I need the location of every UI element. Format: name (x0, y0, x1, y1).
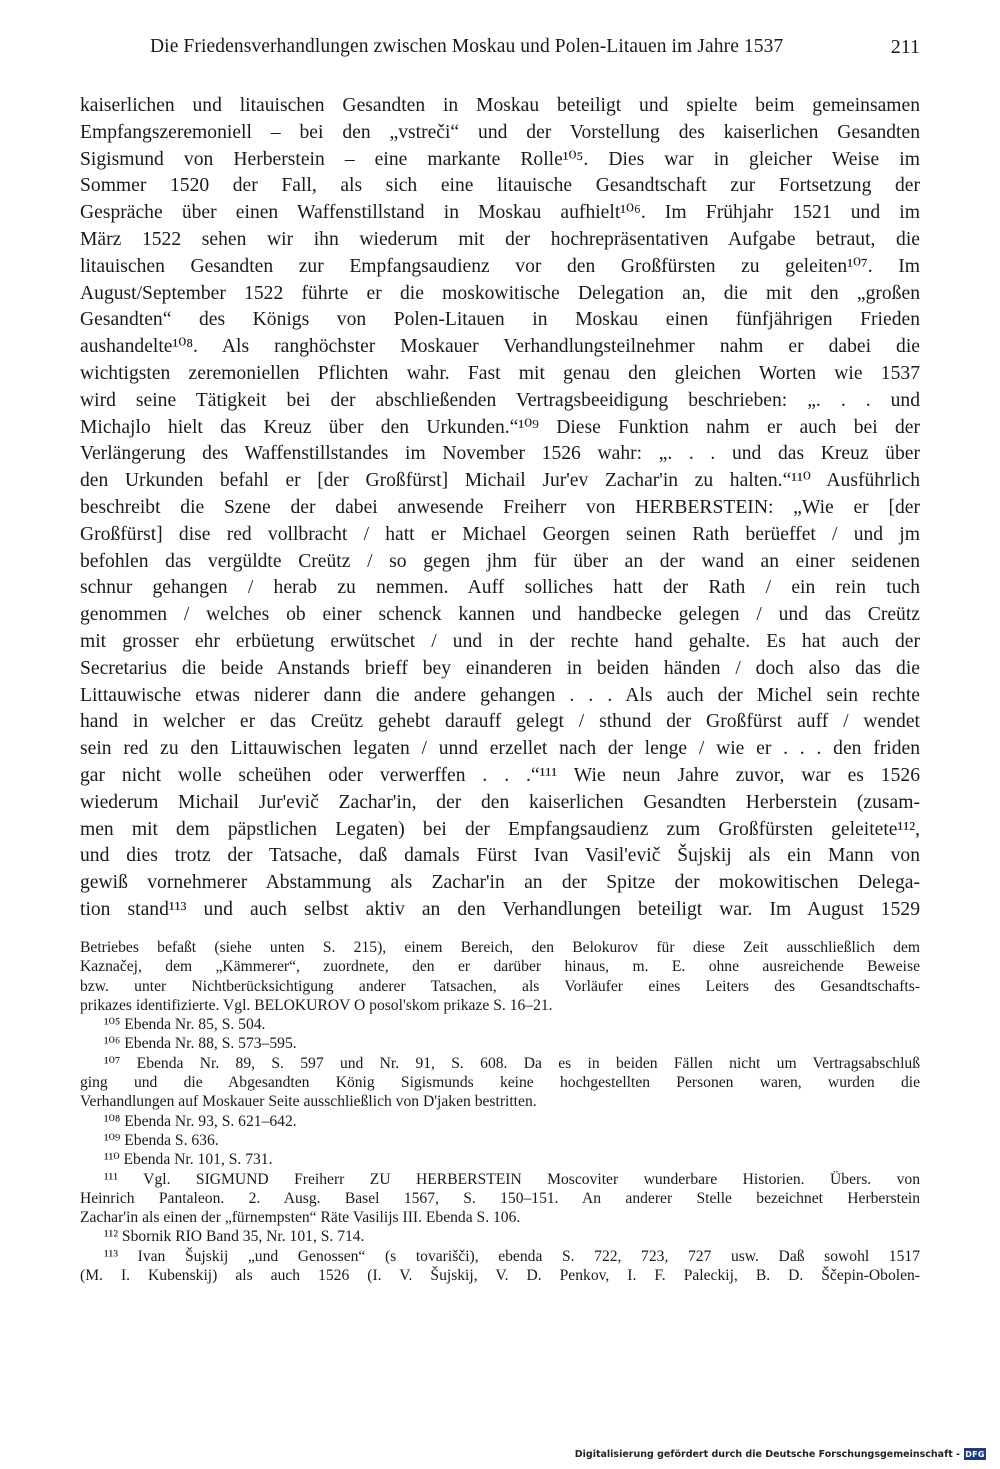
footnote-line: ¹¹² Sbornik RIO Band 35, Nr. 101, S. 714. (104, 1228, 365, 1246)
body-line: Michajlo hielt das Kreuz über den Urkunden.“¹⁰⁹ Diese Funktion nahm er auch bei der (80, 416, 920, 438)
footnotes (80, 938, 920, 1285)
footnote-line: Verhandlungen auf Moskauer Seite ausschließlich von D'jaken bestritten. (80, 1093, 537, 1111)
footnote-line: Zachar'in als einen der „fürnempsten“ Räte Vasilijs III. Ebenda S. 106. (80, 1209, 521, 1227)
body-line: befohlen das vergüldte Creütz / so gegen jhm für über an der wand an einer seidenen (80, 550, 920, 572)
body-line: beschreibt die Szene der dabei anwesende Freiherr von HERBERSTEIN: „Wie er [der (80, 496, 920, 518)
body-line: August/September 1522 führte er die moskowitische Delegation an, die mit den „großen (80, 282, 920, 304)
body-line: schnur gehangen / herab zu nemmen. Auff solliches hatt der Rath / ein rein tuch (80, 577, 920, 599)
body-line: hand in welcher er das Creütz gehebt darauff gelegt / sthund der Großfürst auff / wendet (80, 711, 920, 733)
body-line: Sommer 1520 der Fall, als sich eine litauische Gesandtschaft zur Fortsetzung der (80, 175, 920, 197)
footnote-line: (M. I. Kubenskij) als auch 1526 (I. V. Šujskij, V. D. Penkov, I. F. Paleckij, B. D. Ščepin-Obolen- (80, 1267, 920, 1285)
body-line: Großfürst] dise red vollbracht / hatt er Michael Georgen seinen Rath berüeffet / und jm (80, 523, 920, 545)
body-line: tion stand¹¹³ und auch selbst aktiv an den Verhandlungen beteiligt war. Im August 1529 (80, 898, 920, 920)
footnote-line: ¹⁰⁹ Ebenda S. 636. (104, 1131, 219, 1149)
body-line: wird seine Tätigkeit bei der abschließenden Vertragsbeeidigung beschrieben: „. . . und (80, 389, 920, 411)
footnote-line: ¹⁰⁷ Ebenda Nr. 89, S. 597 und Nr. 91, S. 608. Da es in beiden Fällen nicht um Vertragsabschluß (104, 1054, 920, 1072)
body-line: aushandelte¹⁰⁸. Als ranghöchster Moskauer Verhandlungsteilnehmer nahm er dabei die (80, 336, 920, 358)
body-line: mit grosser ehr erbüetung erwütschet / und in der rechte hand gehalte. Es hat auch der (80, 630, 920, 652)
body-line: kaiserlichen und litauischen Gesandten in Moskau beteiligt und spielte beim gemeinsamen (80, 95, 920, 116)
body-line: und dies trotz der Tatsache, daß damals Fürst Ivan Vasil'evič Šujskij als ein Mann von (80, 845, 920, 867)
footnote-line: ¹⁰⁸ Ebenda Nr. 93, S. 621–642. (104, 1112, 297, 1130)
body-line: wiederum Michail Jur'evič Zachar'in, der den kaiserlichen Gesandten Herberstein (zusam- (80, 791, 920, 813)
dfg-logo-icon: DFG (965, 1449, 985, 1459)
footnote-line: bzw. unter Nichtberücksichtigung anderer Tatsachen, als Vorläufer eines Leiters des Gesandtschafts- (80, 977, 920, 995)
footnote-line: ¹⁰⁶ Ebenda Nr. 88, S. 573–595. (104, 1035, 297, 1053)
body-line: Littauwische etwas niderer dann die andere gehangen . . . Als auch der Michel sein rechte (80, 684, 920, 706)
body-line: Sigismund von Herberstein – eine markante Rolle¹⁰⁵. Dies war in gleicher Weise im (80, 148, 920, 170)
credit-text: Digitalisierung gefördert durch die Deutsche Forschungsgemeinschaft - (574, 1448, 960, 1460)
running-title: Die Friedensverhandlungen zwischen Moskau und Polen-Litauen im Jahre 1537 (150, 36, 784, 57)
footnote-line: Kaznačej, dem „Kämmerer“, zuordnete, den er darüber hinaus, m. E. ohne ausreichende Beweise (80, 958, 920, 976)
footnote-line: ¹¹³ Ivan Šujskij „und Genossen“ (s tovarišči), ebenda S. 722, 723, 727 usw. Daß sowohl 1517 (104, 1247, 920, 1265)
body-line: genommen / welches ob einer schenck kannen und handbecke gelegen / und das Creütz (80, 604, 920, 626)
body-line: litauischen Gesandten zur Empfangsaudienz vor den Großfürsten zu geleiten¹⁰⁷. Im (80, 255, 920, 277)
body-line: gar nicht wolle scheühen oder verwerffen . . .“¹¹¹ Wie neun Jahre zuvor, war es 1526 (80, 764, 920, 786)
digitization-credit (575, 1448, 986, 1460)
body-line: den Urkunden befahl er [der Großfürst] Michail Jur'ev Zachar'in zu halten.“¹¹⁰ Ausführlich (80, 470, 920, 492)
body-line: Secretarius die beide Anstands brieff bey einanderen in beiden händen / doch also das die (80, 657, 920, 679)
body-line: men mit dem päpstlichen Legaten) bei der Empfangsaudienz zum Großfürsten geleitete¹¹², (80, 818, 920, 840)
footnote-line: ¹¹⁰ Ebenda Nr. 101, S. 731. (104, 1151, 273, 1169)
page-number: 211 (890, 36, 920, 58)
footnote-line: ¹¹¹ Vgl. SIGMUND Freiherr ZU HERBERSTEIN Moscoviter wunderbare Historien. Übers. von (104, 1170, 920, 1188)
body-line: Gespräche über einen Waffenstillstand in Moskau aufhielt¹⁰⁶. Im Frühjahr 1521 und im (80, 202, 920, 224)
footnote-line: ging und die Abgesandten König Sigismunds keine hochgestellten Personen waren, wurden die (80, 1074, 920, 1092)
footnote-line: Heinrich Pantaleon. 2. Ausg. Basel 1567, S. 150–151. An anderer Stelle bezeichnet Herberstein (80, 1189, 920, 1207)
body-line: Gesandten“ des Königs von Polen-Litauen in Moskau einen fünfjährigen Frieden (80, 309, 920, 331)
footnote-line: Betriebes befaßt (siehe unten S. 215), einem Bereich, den Belokurov für diese Zeit ausschließlich dem (80, 939, 920, 956)
body-text (80, 93, 920, 924)
body-line: Empfangszeremoniell – bei den „vstreči“ und der Vorstellung des kaiserlichen Gesandten (80, 121, 920, 143)
footnote-line: ¹⁰⁵ Ebenda Nr. 85, S. 504. (104, 1016, 266, 1034)
body-line: Verlängerung des Waffenstillstandes im November 1526 wahr: „. . . und das Kreuz über (80, 443, 920, 465)
footnote-line: prikazes identifizierte. Vgl. BELOKUROV O posol'skom prikaze S. 16–21. (80, 996, 553, 1014)
running-head (80, 36, 920, 64)
body-line: wichtigsten zeremoniellen Pflichten wahr. Fast mit genau den gleichen Worten wie 1537 (80, 362, 920, 384)
body-line: März 1522 sehen wir ihn wiederum mit der hochrepräsentativen Aufgabe betraut, die (80, 228, 920, 250)
body-line: sein red zu den Littauwischen legaten / unnd erzellet nach der lenge / wie er . . . den friden (80, 738, 920, 760)
body-line: gewiß vornehmerer Abstammung als Zachar'in an der Spitze der mokowitischen Delega- (80, 872, 920, 894)
